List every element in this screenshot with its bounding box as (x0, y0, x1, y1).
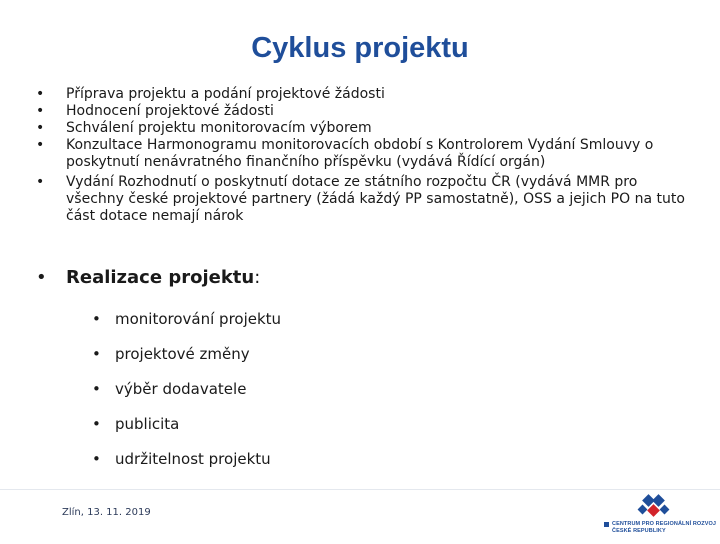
list-item: • udržitelnost projektu (92, 448, 281, 470)
logo-caption (612, 521, 720, 534)
realizace-label: Realizace projektu (66, 267, 255, 288)
list-item: • Schválení projektu monitorovacím výborem (36, 120, 686, 137)
realizace-heading (36, 266, 686, 290)
list-item: • projektové změny (92, 343, 281, 365)
logo-line-1: CENTRUM PRO REGIONÁLNÍ ROZVOJ (612, 521, 717, 527)
project-cycle-list (36, 86, 686, 225)
list-item: • Příprava projektu a podání projektové žádosti (36, 86, 686, 103)
realizace-colon: : (254, 267, 261, 288)
list-item: • publicita (92, 413, 281, 435)
slide-title: Cyklus projektu (251, 32, 469, 64)
logo-line-2: ČESKÉ REPUBLIKY (612, 527, 666, 534)
list-item: • monitorování projektu (92, 308, 281, 330)
list-item: • Konzultace Harmonogramu monitorovacích období s Kontrolorem Vydání Smlouvy o poskytnutí nenávratného finančního příspěvku (vydává Řídící orgán) (36, 137, 686, 171)
list-item: • Hodnocení projektové žádosti (36, 103, 686, 120)
list-item: • výběr dodavatele (92, 378, 281, 400)
crr-logo (590, 490, 720, 540)
realizace-list (92, 308, 281, 483)
footer-date: Zlín, 13. 11. 2019 (62, 507, 151, 518)
list-item: • Vydání Rozhodnutí o poskytnutí dotace ze státního rozpočtu ČR (vydává MMR pro všechny české projektové partnery (žádá každý PP samostatně), OSS a jejich PO na tuto část dotace nemají nárok (36, 174, 686, 225)
